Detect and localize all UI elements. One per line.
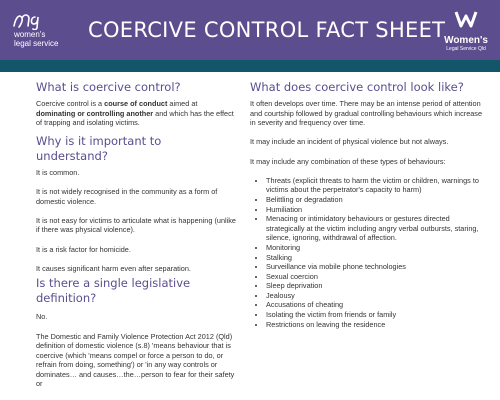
- list-item: • Belittling or degradation: [266, 195, 482, 205]
- legislation-paragraph: The Domestic and Family Violence Protection Act 2012 (Qld) definition of domestic violence (s.8) 'means behaviour that is coercive (which 'means compel or force a person to do, or refrain from doing, something') or 'in any way controls or dominates… and causes…the…person to fear for their safety or: [36, 331, 235, 389]
- page-title: COERCIVE CONTROL FACT SHEET: [88, 18, 446, 42]
- behaviours-list: [250, 176, 482, 330]
- womens-legal-service-qld-logo: [436, 10, 496, 53]
- list-item: • Humiliation: [266, 205, 482, 215]
- list-item: • Threats (explicit threats to harm the victim or children, warnings to victims about the perpetrator's capacity to harm): [266, 176, 482, 195]
- answer-no: No.: [36, 312, 48, 322]
- list-item: • Restrictions on leaving the residence: [266, 320, 482, 330]
- left-logo-line1: women's: [14, 30, 46, 39]
- behaviours-intro-paragraph: It may include any combination of these types of behaviours:: [250, 156, 446, 166]
- heading-what-is: What is coercive control?: [36, 80, 181, 94]
- reason-hard-to-articulate: It is not easy for victims to articulate what is happening (unlike if there was physical violence).: [36, 215, 236, 235]
- definition-paragraph: Coercive control is a course of conduct aimed at dominating or controlling another and which has the effect of trapping and isolating victims.: [36, 99, 234, 128]
- develops-over-time-paragraph: It often develops over time. There may be an intense period of attention and courtship followed by gradual controlling behaviours which increase in severity and frequency over time.: [250, 99, 483, 128]
- list-item: • Accusations of cheating: [266, 300, 482, 310]
- heading-what-it-looks-like: What does coercive control look like?: [250, 80, 464, 94]
- wls-monogram-icon: [8, 8, 68, 30]
- list-item: • Menacing or intimidatory behaviours or gestures directed strategically at the victim including angry verbal outbursts, staring, silence, ignoring, withdrawal of affection.: [266, 214, 482, 243]
- list-item: • Sexual coercion: [266, 272, 482, 282]
- left-logo-line2: legal service: [14, 39, 59, 48]
- reason-not-recognised: It is not widely recognised in the community as a form of domestic violence.: [36, 186, 218, 206]
- list-item: • Monitoring: [266, 243, 482, 253]
- right-column: [250, 80, 482, 329]
- list-item: • Isolating the victim from friends or family: [266, 310, 482, 320]
- list-item: • Surveillance via mobile phone technologies: [266, 262, 482, 272]
- list-item: • Jealousy: [266, 291, 482, 301]
- list-item: • Stalking: [266, 253, 482, 263]
- left-column: [36, 80, 236, 389]
- womens-legal-service-logo: [8, 8, 88, 48]
- reason-common: It is common.: [36, 167, 80, 177]
- w-logo-icon: [454, 10, 478, 28]
- right-logo-name: Women's: [444, 35, 488, 46]
- right-logo-sub: Legal Service Qld: [446, 46, 486, 52]
- heading-legislative-definition: Is there a single legislative definition?: [36, 276, 191, 306]
- list-item: • Sleep deprivation: [266, 281, 482, 291]
- reason-harm-after-separation: It causes significant harm even after separation.: [36, 263, 191, 273]
- heading-why-important: Why is it important to understand?: [36, 133, 162, 163]
- reason-homicide-risk: It is a risk factor for homicide.: [36, 244, 131, 254]
- physical-violence-paragraph: It may include an incident of physical violence but not always.: [250, 137, 449, 147]
- header-accent-bar: [0, 60, 500, 72]
